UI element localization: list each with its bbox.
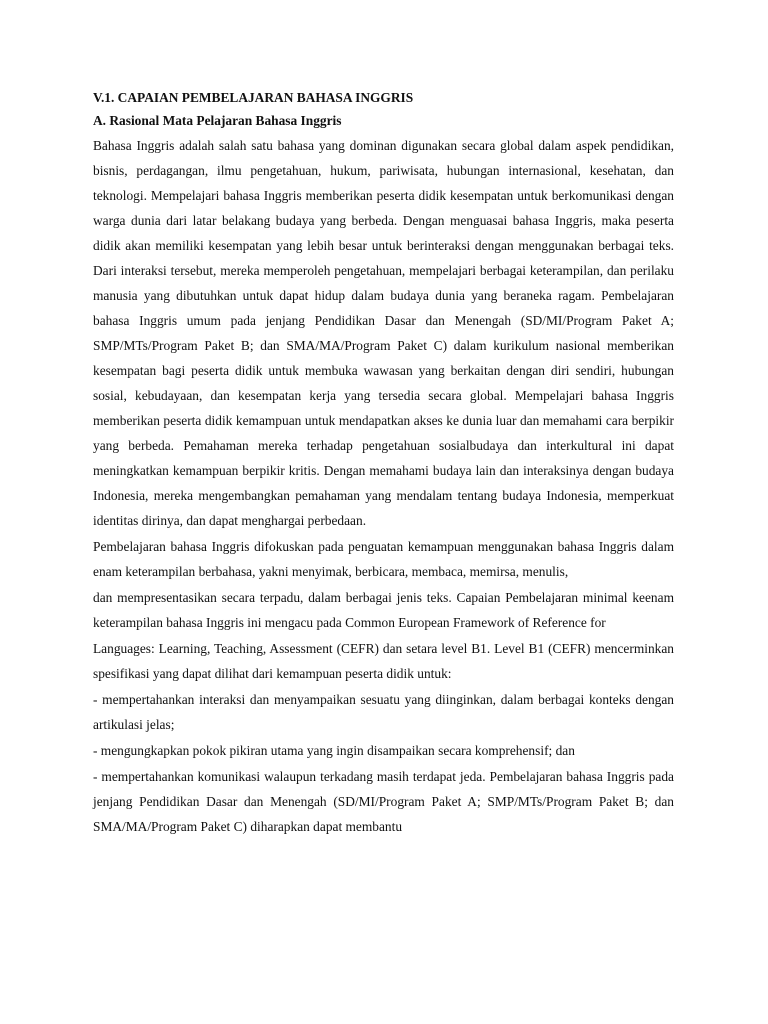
paragraph-rationale: Bahasa Inggris adalah salah satu bahasa yang dominan digunakan secara global dalam aspek pendidikan, bisnis, perdagangan, ilmu pengetahuan, hukum, pariwisata, hubungan internasional, kesehatan, dan teknologi. Mempelajari bahasa Inggris memberikan peserta didik kesempatan untuk berkomunikasi dengan warga dunia dari latar belakang budaya yang berbeda. Dengan menguasai bahasa Inggris, maka peserta didik akan memiliki kesempatan yang lebih besar untuk berinteraksi dengan menggunakan berbagai teks. Dari interaksi tersebut, mereka memperoleh pengetahuan, mempelajari berbagai keterampilan, dan perilaku manusia yang dibutuhkan untuk dapat hidup dalam budaya dunia yang beraneka ragam. Pembelajaran bahasa Inggris umum pada jenjang Pendidikan Dasar dan Menengah (SD/MI/Program Paket A; SMP/MTs/Program Paket B; dan SMA/MA/Program Paket C) dalam kurikulum nasional memberikan kesempatan bagi peserta didik untuk membuka wawasan yang berkaitan dengan diri sendiri, hubungan sosial, kebudayaan, dan kesempatan kerja yang tersedia secara global. Mempelajari bahasa Inggris memberikan peserta didik kemampuan untuk mendapatkan akses ke dunia luar dan memahami cara berpikir yang berbeda. Pemahaman mereka terhadap pengetahuan sosialbudaya dan interkultural ini dapat meningkatkan kemampuan berpikir kritis. Dengan memahami budaya lain dan interaksinya dengan budaya Indonesia, mereka mengembangkan pemahaman yang mendalam tentang budaya Indonesia, memperkuat identitas dirinya, dan dapat menghargai perbedaan. xyxy=(93,138,674,528)
list-item-interaction: - mempertahankan interaksi dan menyampaikan sesuatu yang diinginkan, dalam berbagai konteks dengan artikulasi jelas; xyxy=(93,692,674,732)
document-page xyxy=(93,86,674,839)
paragraph-skills: Pembelajaran bahasa Inggris difokuskan pada penguatan kemampuan menggunakan bahasa Inggris dalam enam keterampilan berbahasa, yakni menyimak, berbicara, membaca, memirsa, menulis, xyxy=(93,539,674,579)
paragraph-cefr-intro: dan mempresentasikan secara terpadu, dalam berbagai jenis teks. Capaian Pembelajaran minimal keenam keterampilan bahasa Inggris ini mengacu pada Common European Framework of Reference for xyxy=(93,590,674,630)
document-title: V.1. CAPAIAN PEMBELAJARAN BAHASA INGGRIS xyxy=(93,90,414,105)
list-item-main-ideas: - mengungkapkan pokok pikiran utama yang ingin disampaikan secara komprehensif; dan xyxy=(93,743,575,758)
section-heading: A. Rasional Mata Pelajaran Bahasa Inggris xyxy=(93,113,342,128)
list-item-communication: - mempertahankan komunikasi walaupun terkadang masih terdapat jeda. Pembelajaran bahasa Inggris pada jenjang Pendidikan Dasar dan Menengah (SD/MI/Program Paket A; SMP/MTs/Program Paket B; dan SMA/MA/Program Paket C) diharapkan dapat membantu xyxy=(93,769,674,834)
paragraph-cefr-level: Languages: Learning, Teaching, Assessment (CEFR) dan setara level B1. Level B1 (CEFR) mencerminkan spesifikasi yang dapat dilihat dari kemampuan peserta didik untuk: xyxy=(93,641,674,681)
